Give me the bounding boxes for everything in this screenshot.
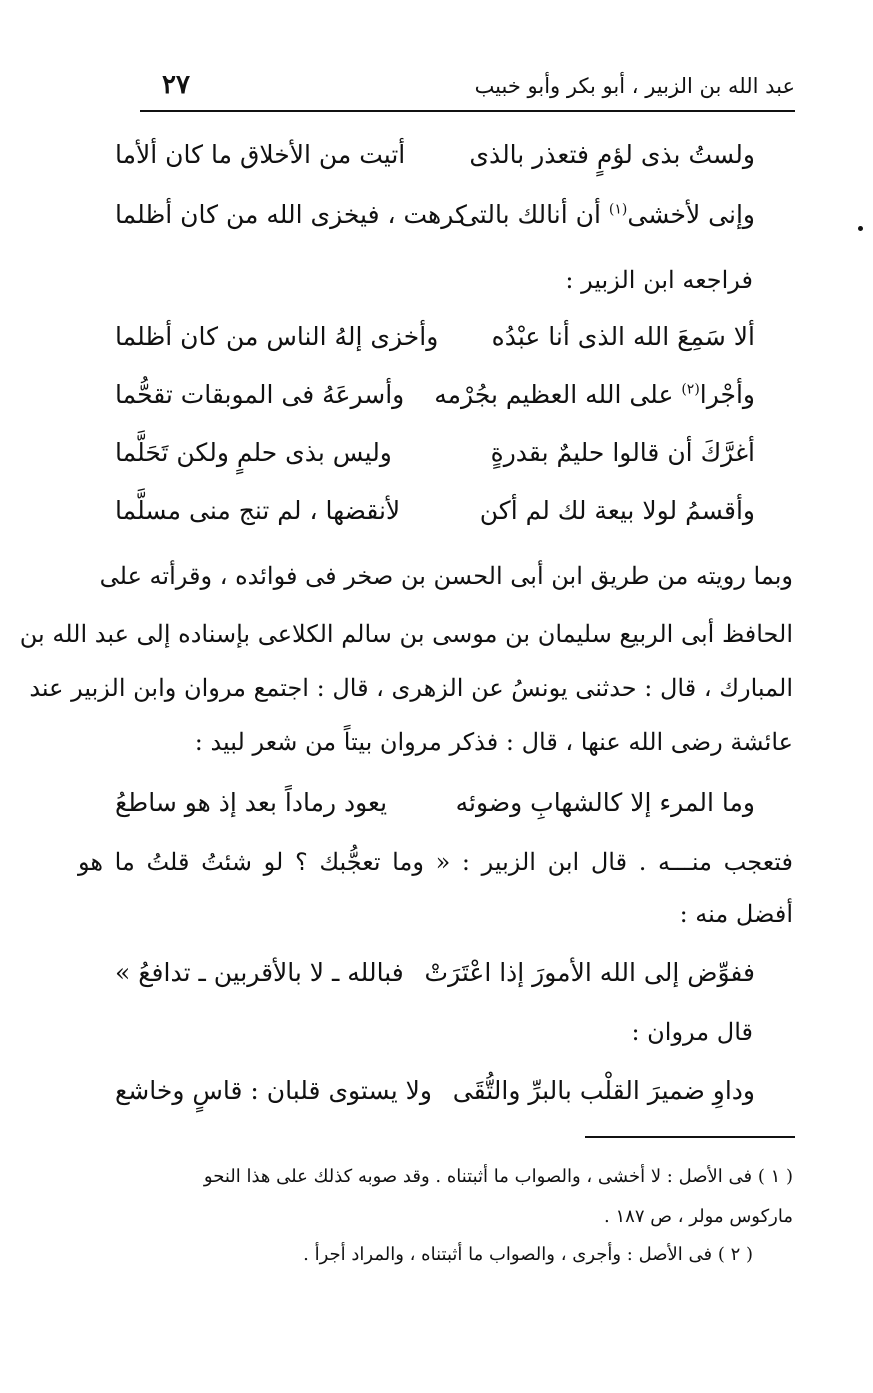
footnote-1-continued: ماركوس مولر ، ص ١٨٧ . [604, 1206, 793, 1227]
paragraph-line: فتعجب منـــه . قال ابن الزبير : « وما تعجُّبك ؟ لو شئتُ قلتُ ما هو [78, 848, 793, 876]
reply-intro: فراجعه ابن الزبير : [565, 266, 753, 294]
verse-hemistich-first: وداوِ ضميرَ القلْب بالبرِّ والتُّقَى [452, 1076, 755, 1105]
verse-hemistich-second: أتيت من الأخلاق ما كان ألأما [115, 140, 406, 169]
running-header [140, 70, 795, 112]
verse-hemistich-first: ففوِّض إلى الله الأمورَ إذا اعْتَرَتْ [424, 958, 755, 987]
verse-line [115, 200, 755, 250]
marwan-said: قال مروان : [631, 1018, 753, 1046]
paragraph-line: عائشة رضى الله عنها ، قال : فذكر مروان بيتاً من شعر لبيد : [194, 728, 793, 756]
verse-line [115, 788, 755, 838]
footnote-ref: (١) [608, 201, 628, 218]
verse-line [115, 958, 755, 1008]
verse-hemistich-first: وإنى لأخشى$^{(١)}$ أن أنالك بالتى [458, 200, 755, 229]
footnote-ref: (٢) [681, 381, 700, 398]
paragraph-line: الحافظ أبى الربيع سليمان بن موسى بن سالم الكلاعى بإسناده إلى عبد الله بن [19, 620, 793, 648]
verse-hemistich-first: أغرَّكَ أن قالوا حليمٌ بقدرةٍ [490, 438, 755, 467]
verse-line [115, 140, 755, 190]
paragraph-line: المبارك ، قال : حدثنى يونسُ عن الزهرى ، قال : اجتمع مروان وابن الزبير عند [29, 674, 793, 702]
verse-hemistich-second: لأنقضها ، لم تنج منى مسلَّما [115, 496, 401, 525]
footnote-rule [585, 1136, 795, 1138]
verse-hemistich-first: وأجْرا$^{(٢)}$ على الله العظيم بجُرْمه [434, 380, 755, 409]
verse-hemistich-second: يعود رماداً بعد إذ هو ساطعُ [115, 788, 388, 817]
verse-hemistich-first: وما المرء إلا كالشهابِ وضوئه [455, 788, 755, 817]
footnote-2: ( ٢ ) فى الأصل : وأجرى ، والصواب ما أثبتناه ، والمراد أجرأ . [303, 1244, 753, 1265]
footnote-1: ( ١ ) فى الأصل : لا أخشى ، والصواب ما أثبتناه . وقد صوبه كذلك على هذا النحو [203, 1166, 793, 1187]
verse-hemistich-second: ولا يستوى قلبان : قاسٍ وخاشع [115, 1076, 433, 1105]
verse-line [115, 438, 755, 488]
verse-hemistich-second: وليس بذى حلمٍ ولكن تَحَلَّما [115, 438, 392, 467]
page-number: ٢٧ [162, 70, 190, 100]
verse-hemistich-first: ولستُ بذى لؤمٍ فتعذر بالذى [469, 140, 755, 169]
margin-mark [858, 226, 863, 231]
verse-hemistich-first: ألا سَمِعَ الله الذى أنا عبْدُه [491, 322, 755, 351]
verse-line [115, 496, 755, 546]
verse-hemistich-second: وأسرعَهُ فى الموبقات تقحُّما [115, 380, 405, 409]
verse-line [115, 380, 755, 430]
verse-line [115, 1076, 755, 1126]
paragraph-line: أفضل منه : [679, 900, 793, 928]
paragraph-line: وبما رويته من طريق ابن أبى الحسن بن صخر فى فوائده ، وقرأته على [99, 562, 793, 590]
verse-hemistich-first: وأقسمُ لولا بيعة لك لم أكن [479, 496, 755, 525]
verse-hemistich-second: وأخزى إلهُ الناس من كان أظلما [115, 322, 439, 351]
verse-line [115, 322, 755, 372]
running-title: عبد الله بن الزبير ، أبو بكر وأبو خبيب [474, 74, 795, 98]
verse-hemistich-second: كرهت ، فيخزى الله من كان أظلما [115, 200, 467, 229]
verse-hemistich-second: فبالله ـ لا بالأقربين ـ تدافعُ » [115, 958, 404, 987]
